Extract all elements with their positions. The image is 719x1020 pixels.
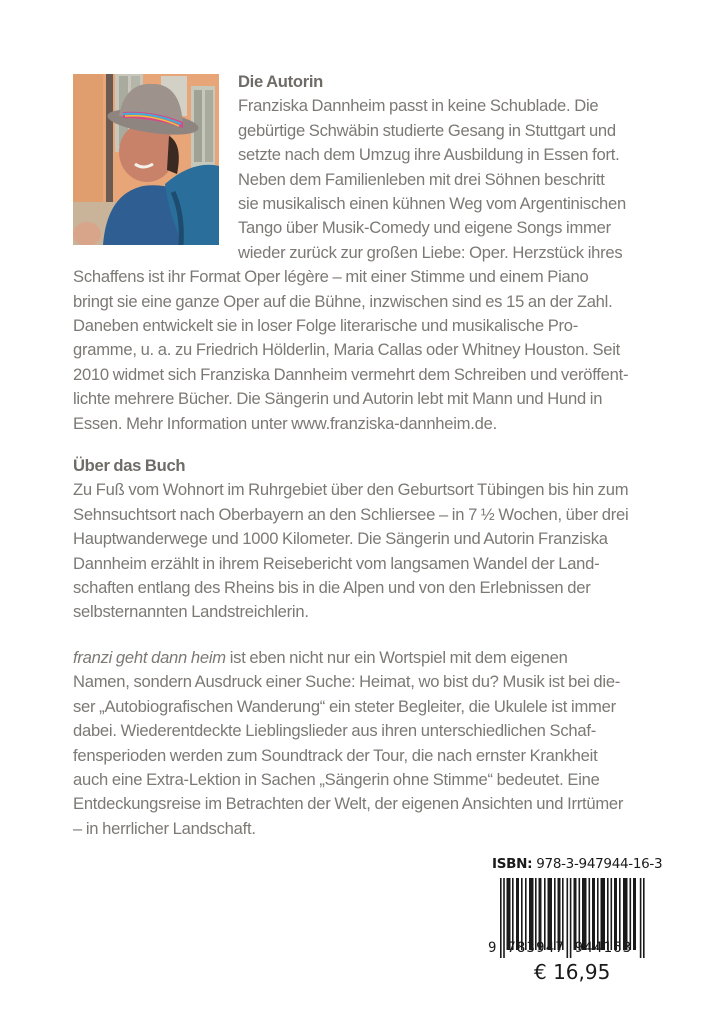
book-text-line: auch eine Extra-Lektion in Sachen „Sängerin ohne Stimme“ bedeutet. Eine <box>73 770 600 790</box>
book-text-line: schaften entlang des Rheins bis in die Alpen und von den Erlebnissen der <box>73 578 591 598</box>
book-text-fragment: ist eben nicht nur ein Wortspiel mit dem eigenen <box>225 648 568 667</box>
book-text-line: dabei. Wiederentdeckte Lieblingslieder aus ihren unterschiedlichen Schaf- <box>73 721 596 741</box>
book-section <box>73 454 663 625</box>
author-text-line: Schaffens ist ihr Format Oper légère – mit einer Stimme und einem Piano <box>73 267 589 287</box>
author-text-line: gebürtige Schwäbin studierte Gesang in Stuttgart und <box>238 120 616 140</box>
book-text-line: – in herrlicher Landschaft. <box>73 818 256 838</box>
author-text-line: Tango über Musik-Comedy und eigene Songs immer <box>238 218 611 238</box>
author-text-line: bringt sie eine ganze Oper auf die Bühne, inzwischen sind es 15 an der Zahl. <box>73 291 613 311</box>
author-text-line: setzte nach dem Umzug ihre Ausbildung in Essen fort. <box>238 145 620 165</box>
book-description <box>73 646 663 841</box>
book-text-line: Zu Fuß vom Wohnort im Ruhrgebiet über den Geburtsort Tübingen bis hin zum <box>73 480 629 500</box>
book-heading: Über das Buch <box>73 456 186 475</box>
book-text-line: Entdeckungsreise im Betrachten der Welt, der eigenen Ansichten und Irrtümer <box>73 794 624 814</box>
author-text-line: Daneben entwickelt sie in loser Folge literarische und musikalische Pro- <box>73 316 579 336</box>
author-text-line: gramme, u. a. zu Friedrich Hölderlin, Maria Callas oder Whitney Houston. Seit <box>73 340 621 360</box>
book-text-line: Sehnsuchtsort nach Oberbayern an den Schliersee – in 7 ½ Wochen, über drei <box>73 504 629 524</box>
isbn-number: 978-3-947944-16-3 <box>536 856 663 872</box>
book-text-line: ser „Autobiografischen Wanderung“ ein steter Begleiter, die Ukulele ist immer <box>73 696 616 716</box>
book-text-line: Hauptwanderwege und 1000 Kilometer. Die Sängerin und Autorin Franziska <box>73 529 608 549</box>
book-text-line: Namen, sondern Ausdruck einer Suche: Heimat, wo bist du? Musik ist bei die- <box>73 672 621 692</box>
author-text-line: wieder zurück zur großen Liebe: Oper. Herzstück ihres <box>238 242 623 262</box>
author-heading: Die Autorin <box>238 72 324 91</box>
book-text-line: Dannheim erzählt in ihrem Reisebericht vom langsamen Wandel der Land- <box>73 553 600 573</box>
isbn-label <box>492 856 662 872</box>
book-text-line <box>73 646 663 670</box>
price: € 16,95 <box>534 960 611 984</box>
barcode-digits: 9 783947 944163 <box>488 940 633 956</box>
author-section <box>73 70 663 436</box>
author-text-line: lichte mehrere Bücher. Die Sängerin und Autorin lebt mit Mann und Hund in <box>73 389 603 409</box>
author-text-line: Essen. Mehr Information unter www.franziska-dannheim.de. <box>73 413 497 433</box>
author-text-line: Franziska Dannheim passt in keine Schublade. Die <box>238 96 599 116</box>
author-text-line: Neben dem Familienleben mit drei Söhnen beschritt <box>238 169 605 189</box>
author-text-line: sie musikalisch einen kühnen Weg vom Argentinischen <box>238 194 626 214</box>
isbn-prefix: ISBN: <box>492 856 533 872</box>
book-text-line: fensperioden werden zum Soundtrack der Tour, die nach ernster Krankheit <box>73 745 598 765</box>
author-text-line: 2010 widmet sich Franziska Dannheim vermehrt dem Schreiben und veröffent- <box>73 364 629 384</box>
book-text-line: selbsternannten Landstreichlerin. <box>73 602 309 622</box>
book-title-italic: franzi geht dann heim <box>73 648 226 667</box>
